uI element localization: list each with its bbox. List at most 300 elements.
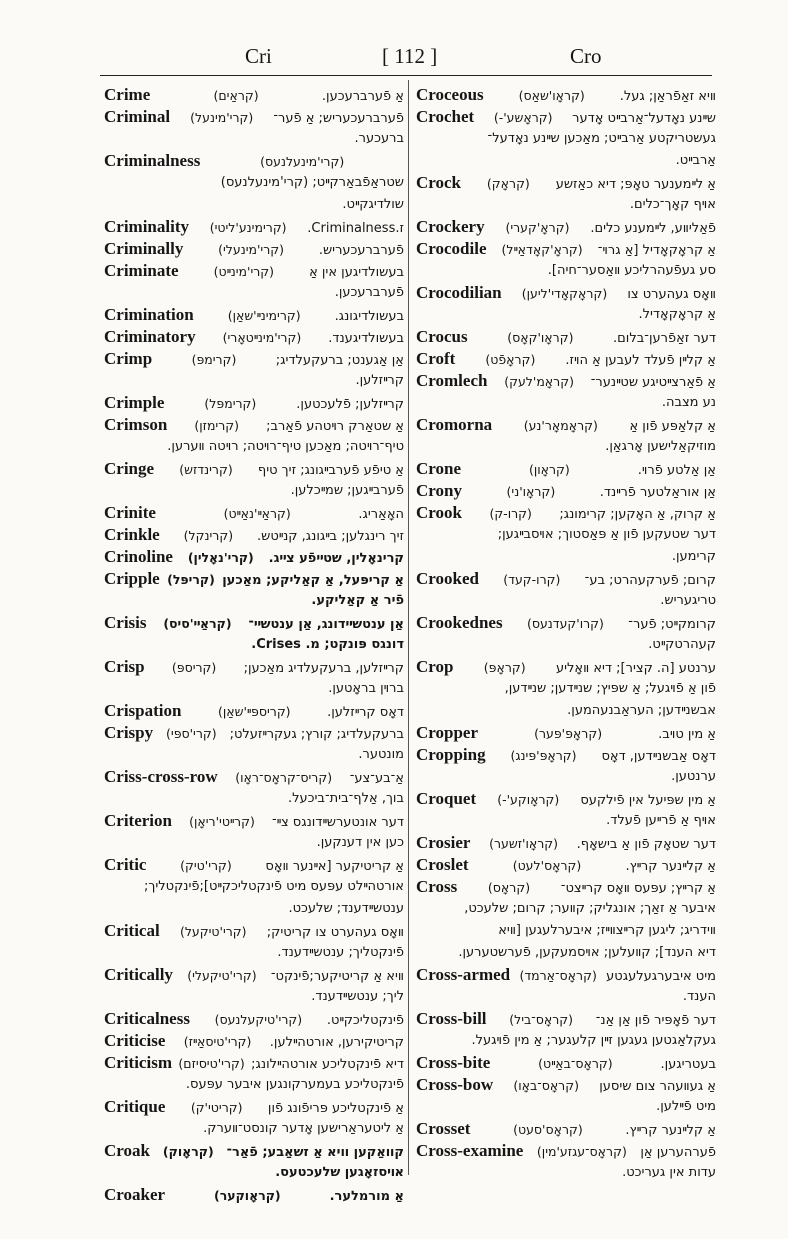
dictionary-entry <box>416 722 716 744</box>
entry-pronunciation: (קרינקל) <box>183 528 234 543</box>
entry-first-line <box>104 964 404 986</box>
entry-continuation-line: קעהרטקײט. <box>648 637 716 652</box>
entry-definition: מיט איבערגעלעגטע <box>606 969 716 984</box>
entry-headword: Cross-armed <box>416 965 511 984</box>
entry-definition: אַ פֿינקטליכע פּריפֿונג פֿון <box>267 1101 404 1116</box>
entry-first-line <box>416 964 716 986</box>
entry-headword: Criss-cross-row <box>104 767 218 786</box>
entry-continuation-line: ברױן בראָטען. <box>328 681 404 696</box>
dictionary-entry <box>104 502 404 524</box>
entry-definition: אַן ענטשײדונג, אַן ענטשײ־ <box>248 617 404 632</box>
dictionary-entry <box>104 1052 404 1096</box>
entry-continuation-line: דער שטעקען פֿון אַ פּאַסטוך; אױסבײגען; <box>497 527 716 542</box>
dictionary-entry <box>416 370 716 414</box>
entry-pronunciation: (קרימינע'ליטי) <box>209 220 287 235</box>
entry-definition: האָאַריג. <box>358 507 404 522</box>
entry-definition: אַ טיפֿע פֿערבײגונג; זיך טיף <box>257 463 404 478</box>
entry-headword: Crisis <box>104 613 147 632</box>
entry-first-line <box>416 612 716 634</box>
entry-definition: בעשולדיגענד. <box>328 331 404 346</box>
entry-pronunciation: (קרי'מינעלי) <box>218 242 285 257</box>
entry-headword: Crispation <box>104 701 182 720</box>
entry-definition: פֿאַליװע, לײמענע כלים. <box>590 221 716 236</box>
entry-definition: דער פֿאָפּיר פֿון אַן אַנ־ <box>595 1013 716 1028</box>
entry-continuation-line: געשטריקטע אַרבײט; מאַכען שײנע נאָדעל־ <box>487 131 716 146</box>
entry-definition: קרום; פֿערקעהרט; בע־ <box>584 573 716 588</box>
entry-headword: Crimple <box>104 393 165 412</box>
dictionary-entry <box>104 392 404 414</box>
entry-definition: אַ קרײץ; עפּעס װאָס קרײצט־ <box>560 881 716 896</box>
entry-pronunciation: (קרימפּ) <box>191 352 237 367</box>
dictionary-entry <box>104 568 404 612</box>
dictionary-entry <box>416 216 716 238</box>
entry-headword: Cross-bill <box>416 1009 487 1028</box>
entry-continuation-line: אבשנײדען; העראַבנעהמען. <box>567 703 716 718</box>
entry-headword: Crinoline <box>104 547 173 566</box>
entry-first-line <box>104 502 404 524</box>
entry-first-line <box>104 700 404 722</box>
entry-first-line <box>104 106 404 128</box>
entry-first-line <box>104 260 404 282</box>
dictionary-entry <box>104 1096 404 1140</box>
entry-pronunciation: (קראָו'זשער) <box>489 836 559 851</box>
entry-definition: פֿערברעכעריש; אַ פֿער־ <box>273 111 404 126</box>
entry-continuation-line: מיט פֿײלען. <box>656 1099 716 1114</box>
entry-headword: Crocus <box>416 327 468 346</box>
entry-headword: Cripple <box>104 569 160 588</box>
entry-first-line <box>104 920 404 942</box>
entry-headword: Croquet <box>416 789 477 808</box>
entry-first-line <box>104 1030 404 1052</box>
entry-pronunciation: (קריס־קראָס־ראָו) <box>235 770 333 785</box>
entry-headword: Cross-bow <box>416 1075 494 1094</box>
entry-headword: Criminatory <box>104 327 196 346</box>
entry-pronunciation: (קרי'מינײטאָרי) <box>222 330 302 345</box>
entry-pronunciation: (קרימינײ'שאַן) <box>227 308 301 323</box>
entry-first-line <box>416 172 716 194</box>
entry-continuation-line: שולדיגקײט. <box>342 197 404 212</box>
entry-headword: Crimination <box>104 305 194 324</box>
entry-definition: אַ קריפּעל, אַ קאַליקע; מאַכען <box>222 573 404 588</box>
entry-definition: בעשולדיגונג. <box>334 309 404 324</box>
entry-pronunciation: (קרי'טיקעלי) <box>187 968 257 983</box>
entry-continuation-line: קרימען. <box>671 549 716 564</box>
entry-continuation-line: דונגס פּונקט; מ. Crises. <box>251 637 404 652</box>
entry-pronunciation: (קראַײ'נאַײט) <box>223 506 291 521</box>
entry-headword: Crony <box>416 481 462 500</box>
dictionary-entry <box>104 84 404 106</box>
entry-first-line <box>104 326 404 348</box>
entry-headword: Criminally <box>104 239 184 258</box>
entry-headword: Cross <box>416 877 458 896</box>
entry-first-line <box>416 216 716 238</box>
dictionary-entry <box>416 656 716 722</box>
entry-definition: קרינאָלין, שטײפֿע צײג. <box>268 551 404 566</box>
entry-headword: Crocodile <box>416 239 487 258</box>
dictionary-entry <box>104 854 404 920</box>
entry-headword: Crock <box>416 173 462 192</box>
entry-pronunciation: (קראָו'ני) <box>506 484 556 499</box>
entry-definition: אַ פֿאַרצײטיגע שטײנער־ <box>590 375 716 390</box>
dictionary-entry <box>104 656 404 700</box>
entry-definition: אַ לײמענער טאָפּ; דיא כאַזשע <box>555 177 716 192</box>
entry-first-line <box>416 1118 716 1140</box>
entry-pronunciation: (קרו-קעד) <box>503 572 561 587</box>
entry-first-line <box>104 1140 404 1162</box>
dictionary-entry <box>416 414 716 458</box>
entry-first-line <box>416 502 716 524</box>
entry-continuation-line: נע מצבה. <box>661 395 716 410</box>
entry-first-line <box>104 304 404 326</box>
entry-definition: אַ קלײנער קרײץ. <box>625 859 716 874</box>
entry-pronunciation: (קרינדזש) <box>179 462 233 477</box>
entry-definition: שײנע נאָדעל־אַרבײט אָדער <box>572 111 716 126</box>
entry-first-line <box>104 766 404 788</box>
entry-continuation-line: ערנטען. <box>671 769 716 784</box>
right-column <box>416 84 716 1180</box>
entry-headword: Croak <box>104 1141 150 1160</box>
dictionary-entry <box>104 458 404 502</box>
entry-headword: Criminal <box>104 107 171 126</box>
entry-first-line <box>416 568 716 590</box>
entry-headword: Crinite <box>104 503 156 522</box>
entry-headword: Crosier <box>416 833 471 852</box>
entry-definition: דיא פֿינקטליכע אורטהײלונג; <box>251 1057 404 1072</box>
column-divider <box>408 80 409 1175</box>
entry-definition: פֿערהערען אַן <box>640 1145 716 1160</box>
entry-continuation-line: שטראַפֿבאַרקײט; (קרי'מינעלנעס) <box>220 175 404 190</box>
entry-pronunciation: (קראַים) <box>213 88 259 103</box>
entry-definition: קװאַקען װיא אַ זשאַבע; פֿאַר־ <box>226 1145 404 1160</box>
entry-first-line <box>416 1074 716 1096</box>
entry-pronunciation: (קרײטי'ריאָן) <box>189 814 255 829</box>
entry-pronunciation: (קרי'טיק) <box>180 858 232 873</box>
entry-headword: Criticalness <box>104 1009 190 1028</box>
entry-headword: Crispy <box>104 723 154 742</box>
entry-definition: אַ קלײן פֿעלד לעבען אַ הױז. <box>565 353 716 368</box>
entry-pronunciation: (קראָ'קערי) <box>505 220 570 235</box>
entry-first-line <box>104 150 404 172</box>
entry-continuation-line: ענטשײדענד; שלעכט. <box>288 901 404 916</box>
entry-definition: בעשולדיגען אין אַ <box>309 265 404 280</box>
dictionary-entry <box>104 260 404 304</box>
entry-pronunciation: (קראָס־אַרמד) <box>519 968 597 983</box>
entry-continuation-line: איבער אַ זאַך; אונגליק; קװער; קרום; שלעכט, <box>464 901 716 916</box>
entry-continuation-line: סע געפֿעהרליכע װאַסער־חיה]. <box>547 263 716 278</box>
entry-first-line <box>104 392 404 414</box>
entry-first-line <box>416 326 716 348</box>
dictionary-entry <box>104 612 404 656</box>
entry-continuation-line: אַ קראָקאָדיל. <box>638 307 716 322</box>
entry-headword: Crockery <box>416 217 485 236</box>
entry-continuation-line: אױסזאָגען שלעכטעס. <box>275 1165 404 1180</box>
entry-pronunciation: (קראָקאָדי'ליען) <box>521 286 608 301</box>
entry-first-line <box>416 480 716 502</box>
entry-continuation-line: פֿערברעכען. <box>334 285 404 300</box>
entry-definition: אַן אוראַלטער פֿרײנד. <box>599 485 716 500</box>
entry-definition: בעטריגען. <box>660 1057 716 1072</box>
entry-headword: Cromlech <box>416 371 488 390</box>
entry-headword: Crosset <box>416 1119 471 1138</box>
entry-headword: Croslet <box>416 855 469 874</box>
entry-continuation-line: פֿינקטליך; ענטשײדענד. <box>277 945 404 960</box>
dictionary-entry <box>104 348 404 392</box>
entry-continuation-line: טיף־רױטה; מאַכען טיף־רױטה; רױטה װערען. <box>167 439 404 454</box>
entry-definition: דאָס קרײזלען. <box>327 705 404 720</box>
dictionary-entry <box>104 722 404 766</box>
entry-headword: Cropper <box>416 723 479 742</box>
entry-pronunciation: (קרי'טיסאַײז) <box>183 1034 252 1049</box>
header-right-guide: Cro <box>570 44 602 68</box>
entry-first-line <box>104 238 404 260</box>
entry-pronunciation: (קראָשע'-) <box>493 110 553 125</box>
entry-pronunciation: (קראָוקע'-) <box>497 792 560 807</box>
entry-first-line <box>104 568 404 590</box>
entry-headword: Crookednes <box>416 613 503 632</box>
entry-continuation-line: מונטער. <box>358 747 404 762</box>
dictionary-entry <box>104 1030 404 1052</box>
entry-first-line <box>104 1052 404 1074</box>
entry-pronunciation: (קרו-ק) <box>489 506 532 521</box>
dictionary-entry <box>104 326 404 348</box>
entry-pronunciation: (קראָס־עגזע'מין) <box>536 1144 627 1159</box>
entry-headword: Critical <box>104 921 160 940</box>
entry-first-line <box>104 854 404 876</box>
entry-headword: Crinkle <box>104 525 160 544</box>
entry-headword: Crop <box>416 657 454 676</box>
entry-first-line <box>416 458 716 480</box>
entry-pronunciation: (קראָפּ) <box>483 660 526 675</box>
dictionary-entry <box>416 612 716 656</box>
entry-pronunciation: (קראָפֿט) <box>485 352 536 367</box>
entry-first-line <box>104 84 404 106</box>
entry-headword: Crook <box>416 503 462 522</box>
entry-definition: אַ קרוק, אַ האָקען; קרימונג; <box>559 507 716 522</box>
dictionary-entry <box>416 1008 716 1052</box>
dictionary-entry <box>416 172 716 216</box>
entry-continuation-line: װידריג; ליגען קרײצװײז; איבערלעגען [װיא <box>498 923 716 938</box>
entry-headword: Crooked <box>416 569 479 588</box>
entry-definition: אַ קלײנער קרײץ. <box>625 1123 716 1138</box>
entry-first-line <box>104 458 404 480</box>
dictionary-entry <box>416 84 716 106</box>
dictionary-entry <box>104 920 404 964</box>
entry-first-line <box>416 1052 716 1074</box>
entry-definition: פֿערברעכעריש. <box>318 243 404 258</box>
entry-headword: Critic <box>104 855 147 874</box>
entry-first-line <box>104 722 404 744</box>
entry-first-line <box>104 216 404 238</box>
entry-first-line <box>416 854 716 876</box>
entry-pronunciation: (קרי'ספּי) <box>166 726 217 741</box>
entry-pronunciation: (קרי'נאָלין) <box>187 550 254 565</box>
entry-first-line <box>416 238 716 260</box>
dictionary-entry <box>416 282 716 326</box>
entry-pronunciation: (קראָפּ'פּינג) <box>510 748 577 763</box>
entry-definition: .Criminalness.ז <box>307 221 404 236</box>
entry-definition: קרײזלען, ברעקעלדיג מאַכען; <box>243 661 404 676</box>
dictionary-entry <box>416 568 716 612</box>
dictionary-entry <box>416 744 716 788</box>
entry-continuation-line: פֿון אַ פֿױגעל; אַ שפּיץ; שנײדען; שנײדען, <box>504 681 716 696</box>
entry-definition: װאָס געהערט צו <box>627 287 716 302</box>
entry-continuation-line: אַ ליטעראַרישען אָדער קונסט־װערק. <box>203 1121 404 1136</box>
entry-definition: ברעקעלדיג; קורץ; געקרײזעלט; <box>229 727 404 742</box>
page-number: [ 112 ] <box>382 44 438 68</box>
entry-definition: קריטיקירען, אורטהײלען. <box>269 1035 404 1050</box>
entry-pronunciation: (קרו'קעדנעס) <box>526 616 604 631</box>
entry-pronunciation: (קראָס'לעט) <box>512 858 582 873</box>
entry-first-line <box>416 722 716 744</box>
entry-pronunciation: (קראָון) <box>528 462 570 477</box>
entry-headword: Crimson <box>104 415 168 434</box>
entry-headword: Cross-examine <box>416 1141 524 1160</box>
entry-headword: Crocodilian <box>416 283 502 302</box>
entry-first-line <box>416 876 716 898</box>
dictionary-entry <box>104 414 404 458</box>
dictionary-entry <box>416 1140 716 1184</box>
dictionary-entry <box>416 854 716 876</box>
entry-first-line <box>104 1096 404 1118</box>
dictionary-entry <box>416 788 716 832</box>
entry-headword: Criterion <box>104 811 172 830</box>
entry-definition: דער אונטערשײדונגס צײ־ <box>271 815 404 830</box>
dictionary-entry <box>416 480 716 502</box>
entry-continuation-line: אַרבײט. <box>675 153 716 168</box>
entry-continuation-line: פֿערבײגען; שמײכלען. <box>290 483 404 498</box>
entry-first-line <box>416 1008 716 1030</box>
entry-definition: אַ קראָקאָדיל [אַ גרױ־ <box>597 243 716 258</box>
dictionary-entry <box>104 810 404 854</box>
entry-pronunciation: (קריספּײ'שאַן) <box>217 704 291 719</box>
dictionary-entry <box>416 1118 716 1140</box>
entry-first-line <box>416 282 716 304</box>
entry-first-line <box>416 788 716 810</box>
entry-headword: Critique <box>104 1097 166 1116</box>
entry-first-line <box>416 84 716 106</box>
entry-continuation-line: אורטהײלט עפּעס מיט פֿינקטליכקײט];פֿינקטליך; <box>144 879 404 894</box>
entry-continuation-line: ליך; ענטשײדענד. <box>311 989 404 1004</box>
dictionary-entry <box>104 1140 404 1184</box>
entry-pronunciation: (קראָק) <box>486 176 530 191</box>
dictionary-entry <box>104 964 404 1008</box>
dictionary-entry <box>416 1052 716 1074</box>
entry-headword: Cringe <box>104 459 155 478</box>
entry-continuation-line: טריגעריש. <box>660 593 716 608</box>
entry-pronunciation: (קריפּל) <box>167 572 215 587</box>
entry-definition: אַ מין טױב. <box>658 727 716 742</box>
entry-pronunciation: (קריספּ) <box>171 660 217 675</box>
entry-headword: Crochet <box>416 107 475 126</box>
entry-first-line <box>104 656 404 678</box>
entry-pronunciation: (קראָ'קאָדאַײל) <box>501 242 583 257</box>
entry-definition: אַן אַלטע פֿרױ. <box>637 463 716 478</box>
dictionary-entry <box>104 106 404 150</box>
entry-pronunciation: (קראָס־באַײט) <box>538 1056 613 1071</box>
entry-pronunciation: (קרי'טיקעל) <box>179 924 247 939</box>
entry-first-line <box>416 1140 716 1162</box>
entry-definition: אַ מורמלער. <box>329 1189 404 1204</box>
dictionary-entry <box>416 964 716 1008</box>
entry-first-line <box>416 744 716 766</box>
entry-definition: אַ שטאַרק רױטהע פֿאַרב; <box>266 419 404 434</box>
entry-definition: אַ קלאַפּע פֿון אַ <box>629 419 716 434</box>
left-column <box>104 84 404 1204</box>
entry-pronunciation: (קראָפּ'פּער) <box>534 726 603 741</box>
entry-continuation-line: הענד. <box>682 989 716 1004</box>
dictionary-entry <box>104 216 404 238</box>
entry-definition: ערנטע [ה. קציר]; דיא װאָליע <box>555 661 716 676</box>
entry-first-line <box>104 612 404 634</box>
entry-headword: Criminalness <box>104 151 201 170</box>
entry-pronunciation: (קרי'טיסיזם) <box>178 1056 245 1071</box>
entry-pronunciation: (קראָו'שאַס) <box>518 88 585 103</box>
entry-first-line <box>416 414 716 436</box>
dictionary-entry <box>104 766 404 810</box>
entry-headword: Cropping <box>416 745 486 764</box>
entry-first-line <box>416 656 716 678</box>
entry-pronunciation: (קראָס) <box>487 880 531 895</box>
dictionary-entry <box>104 150 404 216</box>
dictionary-entry <box>416 348 716 370</box>
dictionary-entry <box>416 238 716 282</box>
entry-first-line <box>416 832 716 854</box>
entry-headword: Criticise <box>104 1031 166 1050</box>
entry-continuation-line: דיא הענד]; קװעלען; אױסמעקען, פֿערשטערען. <box>458 945 716 960</box>
entry-pronunciation: (קראָמ'לעק) <box>504 374 574 389</box>
dictionary-entry <box>104 700 404 722</box>
entry-first-line <box>416 106 716 128</box>
entry-continuation-line: כען אין דענקען. <box>316 835 404 850</box>
entry-first-line <box>416 370 716 392</box>
entry-definition: אַ פֿערברעכען. <box>321 89 404 104</box>
entry-definition: אַ קריטיקער [אײנער װאָס <box>265 859 404 874</box>
entry-headword: Croaker <box>104 1185 166 1204</box>
entry-headword: Criminality <box>104 217 189 236</box>
entry-pronunciation: (קרי'מינעל) <box>190 110 254 125</box>
dictionary-entry <box>104 546 404 568</box>
entry-definition: זיך רינגלען; בײגונג, קנײטש. <box>257 529 404 544</box>
entry-continuation-line: מוזיקאַלישען אָרגאַן. <box>605 439 716 454</box>
entry-pronunciation: (קראָס־ביל) <box>509 1012 574 1027</box>
dictionary-entry <box>104 238 404 260</box>
entry-headword: Croft <box>416 349 456 368</box>
dictionary-entry <box>416 876 716 964</box>
entry-headword: Criticism <box>104 1053 172 1072</box>
entry-pronunciation: (קראָוקער) <box>214 1188 281 1203</box>
entry-first-line <box>104 810 404 832</box>
entry-pronunciation: (קראָס־באָו) <box>513 1078 579 1093</box>
entry-headword: Cromorna <box>416 415 493 434</box>
entry-definition: קרומקײט; פֿער־ <box>628 617 716 632</box>
page-header <box>100 44 613 70</box>
entry-continuation-line: פֿיר אַ קאַליקע. <box>311 593 404 608</box>
dictionary-entry <box>416 458 716 480</box>
entry-definition: פֿינקטליכקײט. <box>326 1013 404 1028</box>
entry-pronunciation: (קריטי'ק) <box>190 1100 243 1115</box>
entry-pronunciation: (קראָו'קאָס) <box>507 330 574 345</box>
header-left-guide: Cri <box>245 44 272 68</box>
dictionary-entry <box>416 326 716 348</box>
entry-pronunciation: (קרי'מינעלנעס) <box>260 154 345 169</box>
entry-first-line <box>416 348 716 370</box>
header-rule <box>100 75 712 76</box>
entry-definition: דאָס אַבשנײדען, דאָס <box>601 749 716 764</box>
entry-first-line <box>104 546 404 568</box>
entry-headword: Crimp <box>104 349 153 368</box>
entry-pronunciation: (קראַײ'סיס) <box>163 616 232 631</box>
entry-first-line <box>104 1184 404 1206</box>
